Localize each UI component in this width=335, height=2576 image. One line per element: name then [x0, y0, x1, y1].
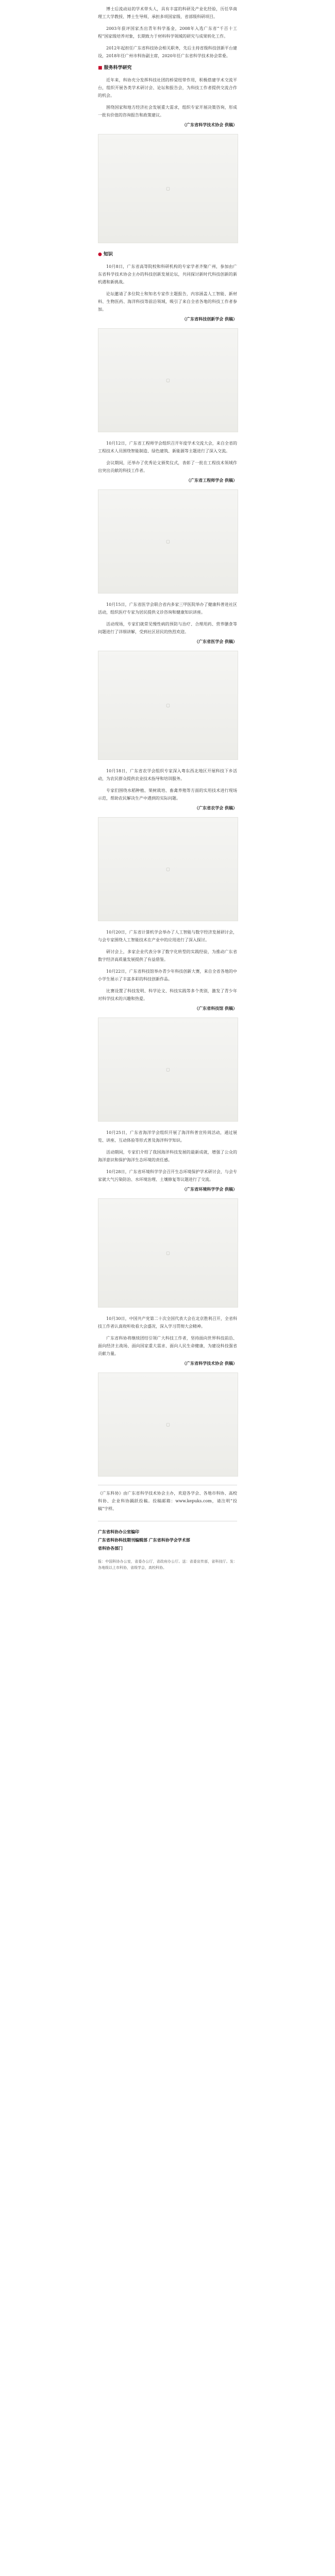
- photo: [98, 134, 238, 243]
- bio-paragraph: 博士后流动站的学术带头人，具有丰富的科研及产业化经验，历任华南理工大学教授、博士生导师，承担多项国家级、省部级科研项目。: [98, 7, 237, 19]
- photo: [98, 1018, 238, 1122]
- body-paragraph: 研讨会上，多家企业代表分享了数字化转型的实践经验，为推动广东省数字经济高质量发展提供了有益借鉴。: [98, 950, 237, 962]
- source-credit: （广东省科技馆 供稿）: [194, 1006, 237, 1011]
- body-paragraph: 10月18日，广东省农学会组织专家深入粤东西北地区开展科技下乡活动，为农民群众提供农业技术指导和培训服务。: [98, 769, 237, 781]
- source-credit: （广东省科技创新学会 供稿）: [182, 316, 237, 321]
- source-credit: （广东省农学会 供稿）: [194, 805, 237, 810]
- body-paragraph: 广东省科协将继续团结引领广大科技工作者，坚持面向世界科技前沿、面向经济主战场、面向国家重大需求、面向人民生命健康，为建设科技强省贡献力量。: [98, 1336, 237, 1356]
- source-credit: （广东省科学技术协会 供稿）: [182, 1361, 237, 1366]
- source-credit: （广东省科学技术协会 供稿）: [182, 122, 237, 127]
- body-paragraph: 10月30日，中国共产党第二十次全国代表大会在北京胜利召开，全省科技工作者认真收听收看大会盛况，深入学习贯彻大会精神。: [98, 1316, 237, 1329]
- photo: [98, 1372, 238, 1477]
- body-paragraph: 近年来，科协充分发挥科技社团的桥梁纽带作用，积极搭建学术交流平台，组织开展各类学术研讨会、论坛和报告会，为科技工作者提供交流合作的机会。: [98, 78, 237, 98]
- image-placeholder-icon: ▢: [166, 378, 170, 383]
- body-paragraph: 论坛邀请了多位院士和知名专家作主题报告，内容涵盖人工智能、新材料、生物医药、海洋科技等前沿领域，吸引了来自全省各地的科技工作者参加。: [98, 292, 237, 312]
- photo: [98, 328, 238, 432]
- source-credit: （广东省环境科学学会 供稿）: [182, 1187, 237, 1192]
- bio-paragraph: 2003年获评国家杰出青年科学基金，2008年入选广东省“千百十工程”国家级培养对象，长期致力于材料科学领域的研究与成果转化工作。: [98, 26, 237, 39]
- photo: [98, 651, 238, 760]
- bio-block: [98, 5, 237, 60]
- photo: [98, 489, 238, 594]
- body-paragraph: 10月28日，广东省环境科学学会召开生态环境保护学术研讨会，与会专家就大气污染防治、水环境治理、土壤修复等议题进行了交流。: [98, 1170, 237, 1182]
- body-paragraph: 专家们围绕水稻种植、果树栽培、畜禽养殖等方面的实用技术进行现场示范，帮助农民解决生产中遇到的实际问题。: [98, 788, 237, 801]
- body-paragraph: 比赛设置了科技发明、科学论文、科技实践等多个类别，激发了青少年对科学技术的兴趣和热爱。: [98, 989, 237, 1001]
- body-paragraph: 10月25日，广东省海洋学会组织开展了海洋科普宣传周活动，通过展览、讲座、互动体验等形式普及海洋科学知识。: [98, 1130, 237, 1143]
- body-paragraph: 活动现场，专家们就常见慢性病的预防与治疗、合理用药、营养膳食等问题进行了详细讲解，受到社区居民的热烈欢迎。: [98, 622, 237, 634]
- body-paragraph: 围绕国家和地方经济社会发展重大需求，组织专家开展决策咨询，形成一批有价值的咨询报告和政策建议。: [98, 105, 237, 117]
- body-paragraph: 10月20日，广东省计算机学会举办了人工智能与数字经济发展研讨会，与会专家围绕人工智能技术在产业中的应用进行了深入探讨。: [98, 930, 237, 942]
- body-paragraph: 会议期间，还举办了优秀论文颁奖仪式，表彰了一批在工程技术领域作出突出贡献的科技工作者。: [98, 461, 237, 473]
- image-placeholder-icon: ▢: [166, 1250, 170, 1256]
- body-paragraph: 10月15日，广东省医学会联合省内多家三甲医院举办了健康科普进社区活动，组织医疗专家为居民提供义诊咨询和健康知识讲座。: [98, 602, 237, 615]
- image-placeholder-icon: ▢: [166, 186, 170, 191]
- footer-department: 广东省科协科技期刊编辑部 广东省科协学会学术部: [98, 1537, 190, 1543]
- image-placeholder-icon: ▢: [166, 703, 170, 708]
- footer-recipients: 省科协各部门: [98, 1546, 123, 1551]
- footer-publisher: 广东省科协办公室编印: [98, 1529, 139, 1534]
- source-credit: （广东省医学会 供稿）: [194, 639, 237, 644]
- source-credit: （广东省工程师学会 供稿）: [186, 478, 237, 483]
- image-placeholder-icon: ▢: [166, 867, 170, 872]
- bio-paragraph: 2012年起担任广东省科技协会相关职务，先后主持省级科技创新平台建设，2018年任广州市科协副主席，2020年任广东省科学技术协会常委。: [98, 46, 237, 58]
- section-marker-icon: ■: [98, 65, 103, 71]
- image-placeholder-icon: ▢: [166, 1422, 170, 1427]
- notice-text: 《广东科协》由广东省科学技术协会主办，欢迎各学会、各地市科协、高校科协、企业科协踊跃投稿。投稿邮箱：www.kepuks.com，请注明“投稿”字样。: [98, 1491, 237, 1511]
- section-marker-icon: ●: [98, 252, 102, 257]
- photo: [98, 817, 238, 921]
- submission-notice: [98, 1485, 237, 1521]
- article-column: [98, 5, 237, 1575]
- section-heading: ■ 服务科学研究: [98, 65, 132, 71]
- body-paragraph: 10月12日，广东省工程师学会组织召开年度学术交流大会，来自全省的工程技术人员围绕智能制造、绿色建筑、新能源等主题进行了深入交流。: [98, 441, 237, 453]
- footer-block: [98, 1528, 237, 1571]
- distribution-list: 报：中国科协办公室，省委办公厅，省政府办公厅。送：省委宣传部，省科技厅。发：各地级以上市科协，省级学会，高校科协。: [98, 1560, 237, 1570]
- body-paragraph: 10月22日，广东省科技馆举办青少年科技创新大赛，来自全省各地的中小学生展示了丰富多彩的科技创新作品。: [98, 969, 237, 981]
- body-paragraph: 10月8日，广东省高等院校和科研机构的专家学者齐聚广州，参加由广东省科学技术协会主办的科技创新发展论坛，共同探讨新时代科技创新的新机遇和新挑战。: [98, 264, 237, 284]
- image-placeholder-icon: ▢: [166, 1067, 170, 1072]
- photo: [98, 1198, 238, 1308]
- body-paragraph: 活动期间，专家们介绍了我国海洋科技发展的最新成就，增强了公众的海洋意识和保护海洋生态环境的责任感。: [98, 1150, 237, 1162]
- section-heading: ● 知识: [98, 252, 113, 257]
- image-placeholder-icon: ▢: [166, 539, 170, 544]
